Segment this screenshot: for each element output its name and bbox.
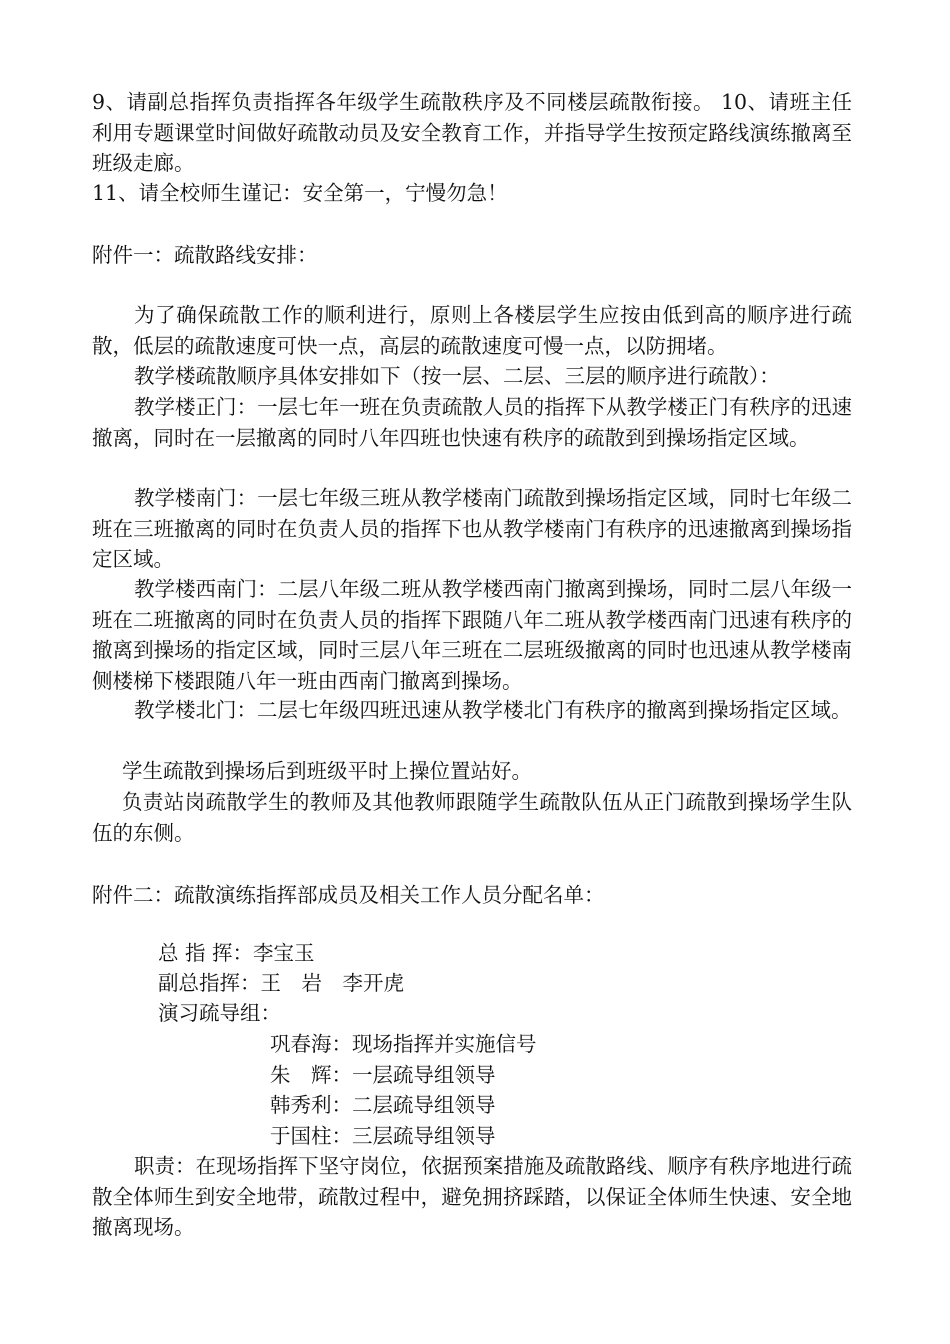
group-member-4: 于国柱：三层疏导组领导 bbox=[270, 1124, 496, 1148]
attachment-2-heading: 附件二：疏散演练指挥部成员及相关工作人员分配名单： bbox=[92, 883, 605, 907]
item-11: 11、请全校师生谨记：安全第一，宁慢勿急！ bbox=[92, 181, 508, 205]
evacuation-order: 教学楼疏散顺序具体安排如下（按一层、二层、三层的顺序进行疏散）： bbox=[134, 364, 780, 388]
attachment-1-heading: 附件一：疏散路线安排： bbox=[92, 243, 318, 267]
group-member-2: 朱 辉：一层疏导组领导 bbox=[270, 1063, 496, 1087]
main-gate-route: 教学楼正门：一层七年一班在负责疏散人员的指挥下从教学楼正门有秩序的迅速撤离，同时在一层撤离的同时八年四班也快速有秩序的疏散到到操场指定区域。 bbox=[92, 395, 852, 450]
group-member-1: 巩春海：现场指挥并实施信号 bbox=[270, 1032, 537, 1056]
south-gate-route: 教学楼南门：一层七年级三班从教学楼南门疏散到操场指定区域，同时七年级二班在三班撤离的同时在负责人员的指挥下也从教学楼南门有秩序的迅速撤离到操场指定区域。 bbox=[92, 486, 852, 571]
north-gate-route: 教学楼北门：二层七年级四班迅速从教学楼北门有秩序的撤离到操场指定区域。 bbox=[134, 698, 852, 722]
deputy-commander-line: 副总指挥：王 岩 李开虎 bbox=[158, 971, 404, 995]
southwest-gate-route: 教学楼西南门：二层八年级二班从教学楼西南门撤离到操场，同时二层八年级一班在二班撤离的同时在负责人员的指挥下跟随八年二班从教学楼西南门迅速有秩序的撤离到操场的指定区域，同时三层八年三班在二层班级撤离的同时也迅速从教学楼南侧楼梯下楼跟随八年一班由西南门撤离到操场。 bbox=[92, 577, 852, 693]
commander-line: 总 指 挥：李宝玉 bbox=[158, 941, 315, 965]
item-9-10: 9、请副总指挥负责指挥各年级学生疏散秩序及不同楼层疏散衔接。 10、请班主任利用专题课堂时间做好疏散动员及安全教育工作，并指导学生按预定路线演练撤离至班级走廊。 bbox=[92, 90, 852, 175]
drill-group-label: 演习疏导组： bbox=[158, 1001, 281, 1025]
line-up-note: 学生疏散到操场后到班级平时上操位置站好。 bbox=[122, 759, 532, 783]
duty-paragraph: 职责：在现场指挥下坚守岗位，依据预案措施及疏散路线、顺序有秩序地进行疏散全体师生到安全地带，疏散过程中，避免拥挤踩踏，以保证全体师生快速、安全地撤离现场。 bbox=[92, 1154, 852, 1239]
group-member-3: 韩秀利：二层疏导组领导 bbox=[270, 1093, 496, 1117]
teachers-note: 负责站岗疏散学生的教师及其他教师跟随学生疏散队伍从正门疏散到操场学生队伍的东侧。 bbox=[92, 790, 852, 845]
evacuation-intro: 为了确保疏散工作的顺利进行，原则上各楼层学生应按由低到高的顺序进行疏散，低层的疏散速度可快一点，高层的疏散速度可慢一点，以防拥堵。 bbox=[92, 303, 852, 358]
